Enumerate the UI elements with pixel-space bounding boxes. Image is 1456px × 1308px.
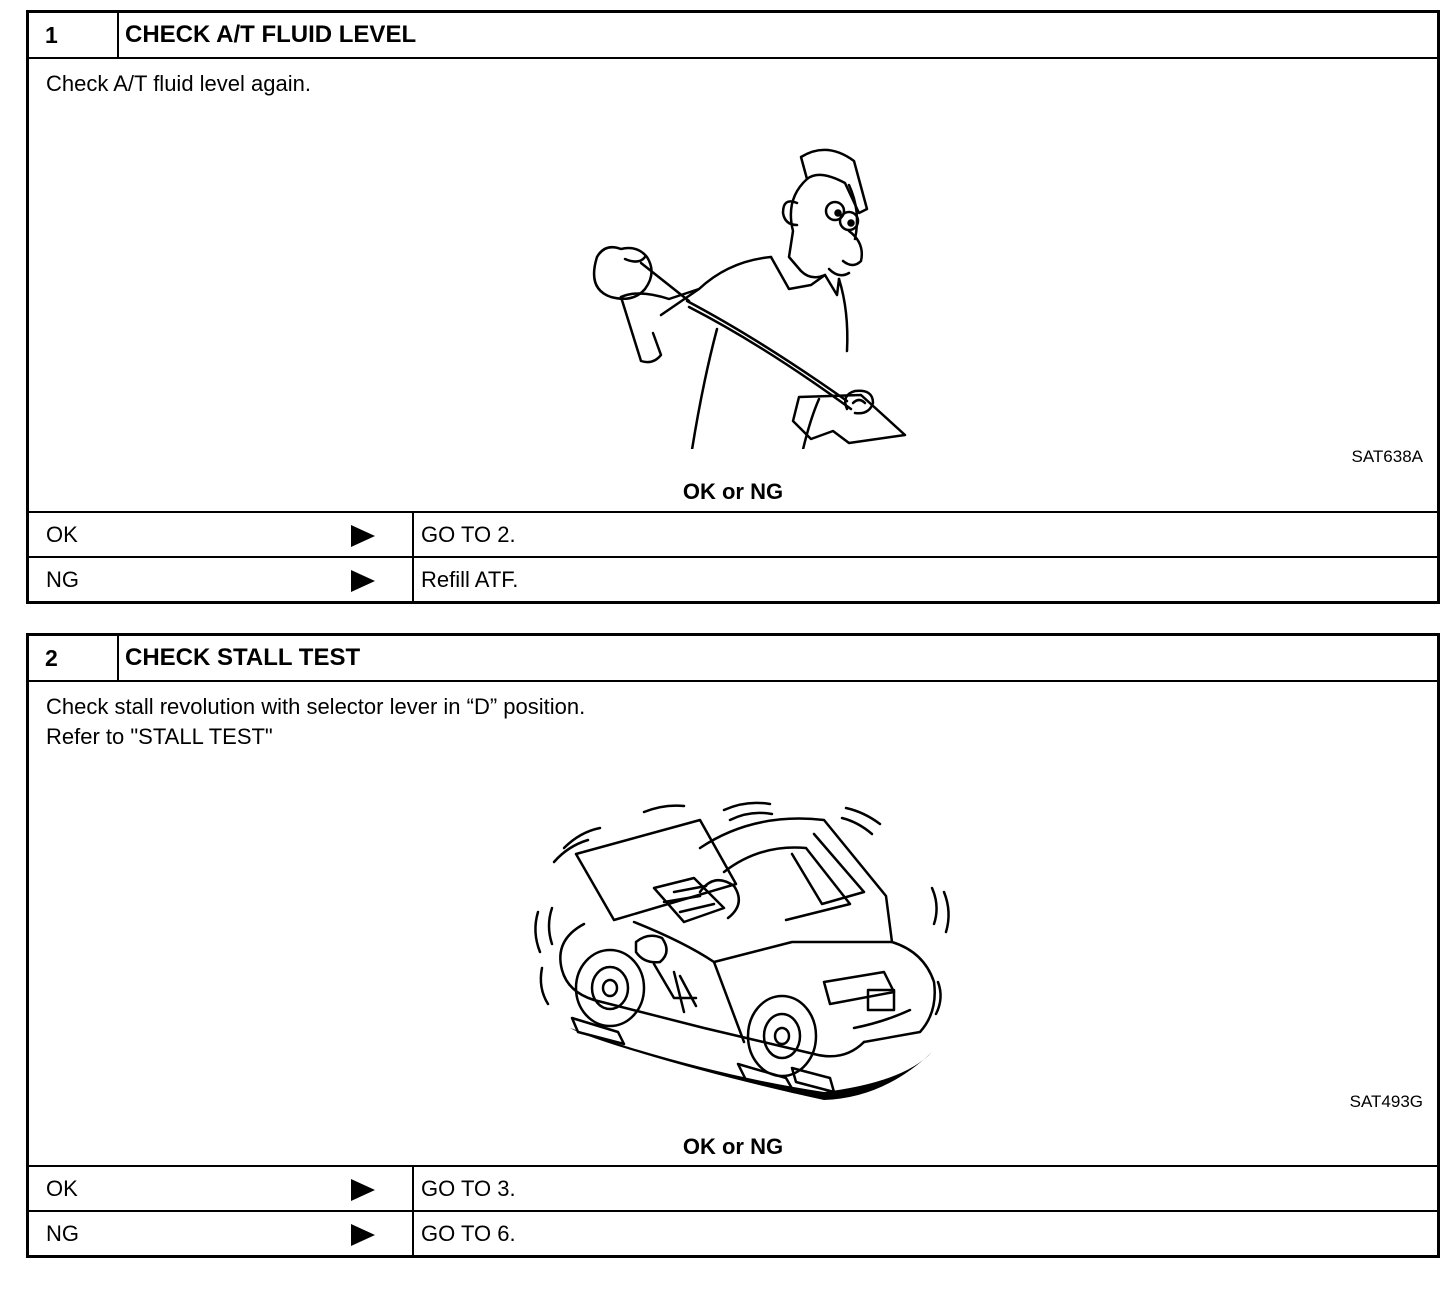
- arrow-right-icon: [351, 570, 375, 592]
- step-2-box: [26, 633, 1440, 1258]
- outcome-action: GO TO 2.: [421, 522, 516, 547]
- outcome-action: GO TO 6.: [421, 1221, 516, 1246]
- outcome-row-ok: [29, 1167, 1437, 1212]
- instruction-line: Check A/T fluid level again.: [46, 71, 311, 96]
- arrow-right-icon: [351, 525, 375, 547]
- outcome-action: GO TO 3.: [421, 1176, 516, 1201]
- outcome-label: NG: [46, 567, 79, 592]
- step-instructions: [46, 69, 311, 99]
- outcome-row-ok: [29, 513, 1437, 558]
- result-prompt: OK or NG: [682, 479, 784, 504]
- step-1-box: [26, 10, 1440, 604]
- step-instructions: [46, 692, 585, 752]
- step-body: [29, 682, 1437, 1165]
- step-title: CHECK A/T FLUID LEVEL: [125, 21, 417, 48]
- car-stall-test-icon: [524, 792, 954, 1102]
- column-divider: [412, 1167, 414, 1210]
- step-number: 1: [29, 13, 119, 57]
- step-header: [29, 636, 1437, 682]
- figure-code: SAT638A: [1351, 447, 1423, 466]
- mechanic-dipstick-icon: [549, 139, 909, 449]
- outcome-action: Refill ATF.: [421, 567, 519, 592]
- step-number: 2: [29, 636, 119, 680]
- column-divider: [412, 513, 414, 556]
- step-title: CHECK STALL TEST: [125, 644, 361, 671]
- outcome-table: [29, 511, 1437, 601]
- outcome-table: [29, 1165, 1437, 1255]
- outcome-label: OK: [46, 1176, 78, 1201]
- step-body: [29, 59, 1437, 511]
- instruction-line: Check stall revolution with selector lever in “D” position.: [46, 694, 586, 719]
- outcome-row-ng: [29, 558, 1437, 601]
- result-prompt: OK or NG: [682, 1134, 784, 1159]
- column-divider: [412, 558, 414, 601]
- step-header: [29, 13, 1437, 59]
- arrow-right-icon: [351, 1224, 375, 1246]
- outcome-row-ng: [29, 1212, 1437, 1255]
- outcome-label: OK: [46, 522, 78, 547]
- instruction-line: Refer to "STALL TEST": [46, 724, 273, 749]
- figure-code: SAT493G: [1349, 1092, 1423, 1111]
- outcome-label: NG: [46, 1221, 79, 1246]
- column-divider: [412, 1212, 414, 1255]
- arrow-right-icon: [351, 1179, 375, 1201]
